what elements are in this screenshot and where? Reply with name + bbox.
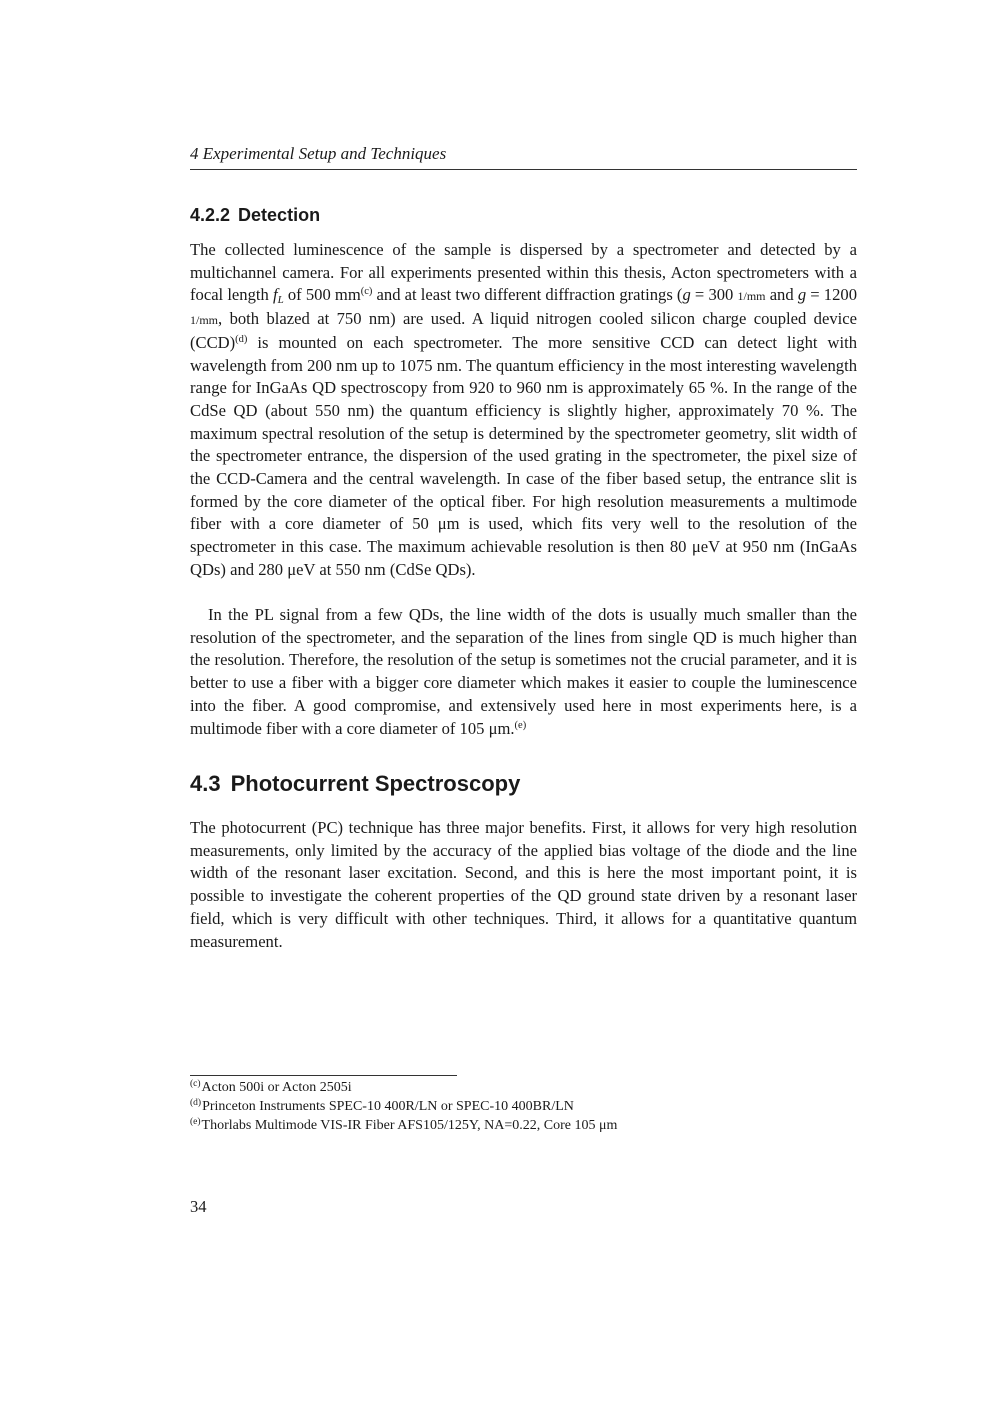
grating-symbol-2: g	[797, 285, 807, 305]
focal-length-subscript: L	[277, 294, 284, 307]
footnote-text: Acton 500i or Acton 2505i	[201, 1080, 352, 1095]
paragraph-detection-1	[190, 239, 857, 582]
footnote-ref-c[interactable]: (c)	[360, 286, 373, 298]
unit-per-mm-1: 1/mm	[737, 289, 766, 304]
grating-symbol-1: g	[682, 285, 691, 305]
focal-length-symbol: f	[272, 285, 278, 305]
p2-text: In the PL signal from a few QDs, the line width of the dots is usually much smaller than the resolution of the spectrometer, and the separation of the lines from single QD is much higher than the resolution. Therefore, the resolution of the setup is sometimes not the crucial parameter, and it is better to use a fiber with a bigger core diameter which makes it easier to couple the luminescence into the fiber. A good compromise, and extensively used here in most experiments here, is a multimode fiber with a core diameter of 105 μm.	[190, 605, 857, 738]
grating-value-2: = 1200	[806, 285, 857, 305]
p1-text-a: The collected luminescence of the sample is dispersed by a spectrometer and detected by a multichannel camera. For all experiments presented within this thesis, Acton spectrometers with a focal length	[190, 240, 857, 305]
footnote-ref-e[interactable]: (e)	[514, 719, 527, 731]
p1-text-c: and at least two different diffraction gratings (	[372, 285, 683, 305]
subsection-title: Detection	[238, 205, 321, 225]
section-heading	[190, 770, 520, 798]
footnote-mark: (e)	[190, 1117, 201, 1127]
footnote-c	[190, 1078, 857, 1097]
running-head: 4 Experimental Setup and Techniques	[190, 143, 857, 170]
footnote-ref-d[interactable]: (d)	[235, 333, 248, 345]
footnote-mark: (d)	[190, 1098, 202, 1108]
footnote-text: Thorlabs Multimode VIS-IR Fiber AFS105/125Y, NA=0.22, Core 105 μm	[201, 1118, 618, 1133]
subsection-heading	[190, 203, 320, 227]
unit-per-mm-2: 1/mm	[190, 313, 219, 328]
footnote-mark: (c)	[190, 1079, 201, 1089]
page-number: 34	[190, 1197, 207, 1216]
section-title: Photocurrent Spectroscopy	[230, 771, 521, 796]
p1-text-b: of 500 mm	[283, 285, 361, 305]
footnote-text: Princeton Instruments SPEC-10 400R/LN or SPEC-10 400BR/LN	[202, 1099, 574, 1114]
paragraph-photocurrent: The photocurrent (PC) technique has three major benefits. First, it allows for very high resolution measurements, only limited by the accuracy of the applied bias voltage of the diode and the line width of the resonant laser excitation. Second, and this is here the most important point, it is possible to investigate the coherent properties of the QD ground state driven by a resonant laser field, which is very difficult with other techniques. Third, it allows for a quantitative quantum measurement.	[190, 818, 857, 951]
footnote-rule	[190, 1075, 457, 1076]
footnote-d	[190, 1097, 857, 1116]
subsection-number: 4.2.2	[190, 205, 231, 225]
p1-text-e: , both blazed at 750 nm) are used. A liquid nitrogen cooled silicon charge coupled device (CCD)	[190, 309, 857, 352]
paragraph-detection-2	[190, 604, 857, 740]
footnotes	[190, 1078, 857, 1135]
p1-text-d: and	[765, 285, 798, 305]
p1-text-f: is mounted on each spectrometer. The more sensitive CCD can detect light with wavelength from 200 nm up to 1075 nm. The quantum efficiency in the most interesting wavelength range for InGaAs QD spectroscopy from 920 to 960 nm is approximately 65 %. In the range of the CdSe QD (about 550 nm) the quantum efficiency is slightly higher, approximately 70 %. The maximum spectral resolution of the setup is determined by the spectrometer geometry, slit width of the spectrometer entrance, the dispersion of the used grating in the spectrometer, the pixel size of the CCD-Camera and the central wavelength. In case of the fiber based setup, the entrance slit is formed by the core diameter of the optical fiber. For high resolution measurements a multimode fiber with a core diameter of 50 μm is used, which fits very well to the resolution of the spectrometer in this case. The maximum achievable resolution is then 80 μeV at 950 nm (InGaAs QDs) and 280 μeV at 550 nm (CdSe QDs).	[190, 332, 857, 579]
section-number: 4.3	[190, 771, 221, 796]
footnote-e	[190, 1116, 857, 1135]
grating-value-1: = 300	[690, 285, 738, 305]
